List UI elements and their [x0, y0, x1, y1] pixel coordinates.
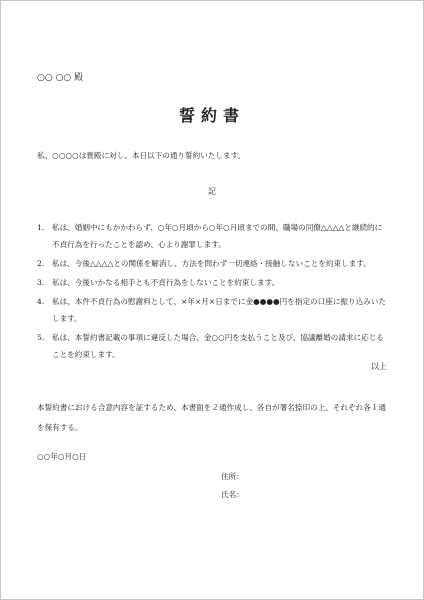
- pledge-item: [37, 219, 389, 253]
- pledge-number: 4.: [37, 297, 45, 306]
- pledge-item: [37, 329, 389, 363]
- pledge-item: [37, 274, 389, 291]
- addressee: ○○ ○○ 殿: [37, 73, 84, 83]
- document-title: 誓約書: [178, 106, 245, 125]
- document-date: ○○年○月○日: [37, 452, 87, 461]
- pledge-text: 私は、本件不貞行為の慰謝料として、×年×月×日までに金●●●●円を指定の口座に振り込みいたします。: [52, 297, 386, 323]
- pledge-text: 私は、今後△△△△との関係を解消し、方法を問わず一切連絡・接触しないことを約束します。: [52, 259, 371, 268]
- intro-text: 私、○○○○は貴殿に対し、本日以下の通り誓約いたします。: [37, 151, 246, 160]
- signature-address-label: 住所：: [221, 472, 244, 481]
- ijo-closing-mark: 以上: [371, 362, 387, 371]
- pledge-text: 私は、婚姻中にもかかわらず、○年○月頃から○年○月頃までの間、職場の同僚△△△△と継続的に不貞行為を行ったことを認め、心より謝罪します。: [52, 223, 383, 249]
- pledge-text: 私は、本誓約書記載の事項に違反した場合、金○○円を支払うこと及び、協議離婚の請求に応じることを約束します。: [52, 333, 384, 359]
- pledge-number: 2.: [37, 259, 45, 268]
- pledge-number: 3.: [37, 278, 45, 287]
- signature-name-label: 氏名：: [221, 490, 244, 499]
- pledge-number: 1.: [37, 223, 45, 232]
- pledge-text: 私は、今後いかなる相手とも不貞行為をしないことを約束します。: [52, 278, 280, 287]
- ki-heading: 記: [208, 187, 216, 196]
- pledge-number: 5.: [37, 333, 45, 342]
- pledge-item: [37, 293, 389, 327]
- closing-paragraph: 本誓約書における合意内容を証するため、本書面を２通作成し、各自が署名捺印の上、それぞれ各１通を保有する。: [37, 403, 387, 432]
- pledge-list: [37, 219, 389, 365]
- pledge-item: [37, 255, 389, 272]
